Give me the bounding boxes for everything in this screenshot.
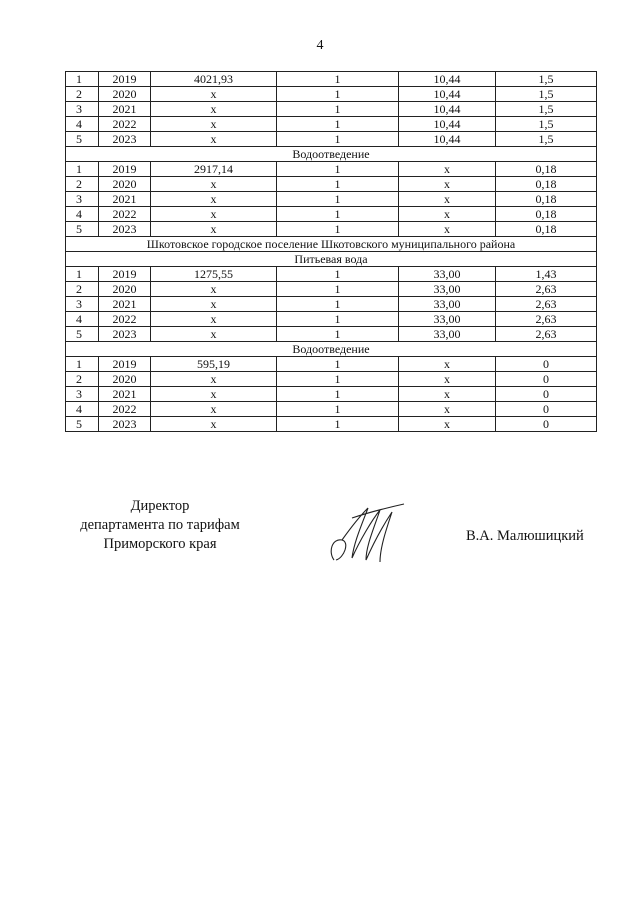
cell-year: 2019 [99,267,151,282]
cell-coef-c: 0,18 [496,222,597,237]
handwritten-signature [322,500,412,570]
cell-coef-a: 1 [277,192,399,207]
cell-coef-a: 1 [277,402,399,417]
cell-row-number: 3 [66,102,99,117]
signatory-title-line2: департамента по тарифам [80,517,240,533]
cell-coef-b: 10,44 [399,117,496,132]
table-row [66,357,597,372]
cell-year: 2023 [99,132,151,147]
cell-coef-a: 1 [277,72,399,87]
cell-coef-b: х [399,402,496,417]
section-header-row [66,147,597,162]
cell-coef-c: 1,5 [496,117,597,132]
cell-value: х [151,207,277,222]
cell-value: 2917,14 [151,162,277,177]
cell-row-number: 5 [66,222,99,237]
cell-coef-b: х [399,372,496,387]
cell-year: 2019 [99,357,151,372]
cell-year: 2021 [99,102,151,117]
cell-value: х [151,102,277,117]
cell-year: 2019 [99,72,151,87]
cell-value: х [151,387,277,402]
cell-row-number: 4 [66,117,99,132]
cell-coef-c: 0,18 [496,207,597,222]
cell-row-number: 3 [66,192,99,207]
cell-coef-b: 33,00 [399,282,496,297]
cell-row-number: 4 [66,207,99,222]
cell-row-number: 3 [66,297,99,312]
table-row [66,327,597,342]
section-title: Питьевая вода [66,252,597,267]
table-row [66,72,597,87]
cell-coef-c: 0 [496,402,597,417]
cell-coef-c: 2,63 [496,282,597,297]
cell-coef-a: 1 [277,162,399,177]
table-row [66,282,597,297]
table-row [66,402,597,417]
cell-coef-a: 1 [277,312,399,327]
cell-year: 2022 [99,402,151,417]
table-row [66,132,597,147]
signatory-title-line3: Приморского края [103,536,217,552]
tariff-table [65,71,597,432]
cell-coef-c: 1,43 [496,267,597,282]
table-row [66,297,597,312]
cell-coef-b: х [399,357,496,372]
cell-value: х [151,312,277,327]
cell-coef-c: 0 [496,417,597,432]
table-row [66,267,597,282]
table-row [66,372,597,387]
section-title: Шкотовское городское поселение Шкотовского муниципального района [66,237,597,252]
cell-value: х [151,117,277,132]
cell-coef-a: 1 [277,87,399,102]
page-number: 4 [316,38,324,53]
cell-value: х [151,402,277,417]
cell-coef-a: 1 [277,327,399,342]
cell-coef-c: 1,5 [496,102,597,117]
cell-row-number: 1 [66,357,99,372]
section-title: Водоотведение [66,342,597,357]
cell-year: 2021 [99,387,151,402]
cell-coef-c: 2,63 [496,327,597,342]
section-header-row [66,252,597,267]
cell-value: х [151,297,277,312]
cell-row-number: 5 [66,132,99,147]
cell-coef-a: 1 [277,372,399,387]
table-row [66,417,597,432]
table-row [66,102,597,117]
cell-coef-a: 1 [277,117,399,132]
cell-year: 2020 [99,87,151,102]
table-row [66,312,597,327]
cell-coef-c: 0,18 [496,192,597,207]
cell-value: х [151,372,277,387]
cell-value: х [151,222,277,237]
cell-row-number: 2 [66,372,99,387]
cell-year: 2022 [99,207,151,222]
cell-row-number: 1 [66,162,99,177]
cell-coef-a: 1 [277,417,399,432]
cell-coef-b: 10,44 [399,132,496,147]
cell-coef-c: 2,63 [496,312,597,327]
cell-coef-c: 2,63 [496,297,597,312]
cell-row-number: 4 [66,402,99,417]
cell-row-number: 2 [66,282,99,297]
table-row [66,207,597,222]
cell-year: 2023 [99,417,151,432]
cell-coef-b: 33,00 [399,267,496,282]
section-title: Водоотведение [66,147,597,162]
cell-year: 2020 [99,177,151,192]
signatory-title-line1: Директор [130,498,190,514]
cell-value: 4021,93 [151,72,277,87]
cell-row-number: 3 [66,387,99,402]
cell-coef-c: 0 [496,357,597,372]
cell-coef-a: 1 [277,207,399,222]
cell-year: 2022 [99,312,151,327]
cell-year: 2023 [99,222,151,237]
cell-coef-b: х [399,177,496,192]
section-header-row [66,237,597,252]
cell-coef-b: х [399,192,496,207]
cell-value: х [151,327,277,342]
cell-coef-a: 1 [277,222,399,237]
cell-coef-a: 1 [277,102,399,117]
cell-row-number: 4 [66,312,99,327]
cell-year: 2020 [99,372,151,387]
cell-coef-c: 0 [496,387,597,402]
cell-row-number: 5 [66,417,99,432]
cell-row-number: 5 [66,327,99,342]
cell-value: х [151,417,277,432]
cell-coef-a: 1 [277,387,399,402]
table-row [66,162,597,177]
cell-coef-b: 33,00 [399,297,496,312]
cell-coef-c: 1,5 [496,132,597,147]
table-row [66,222,597,237]
cell-value: 595,19 [151,357,277,372]
cell-coef-b: 33,00 [399,327,496,342]
cell-row-number: 2 [66,87,99,102]
cell-year: 2021 [99,297,151,312]
cell-row-number: 2 [66,177,99,192]
cell-coef-b: 10,44 [399,72,496,87]
cell-year: 2019 [99,162,151,177]
cell-value: х [151,132,277,147]
tariff-table-body [66,72,597,432]
cell-row-number: 1 [66,72,99,87]
cell-value: х [151,177,277,192]
cell-coef-b: х [399,417,496,432]
cell-coef-c: 0 [496,372,597,387]
cell-coef-a: 1 [277,357,399,372]
cell-coef-a: 1 [277,132,399,147]
cell-year: 2020 [99,282,151,297]
cell-value: х [151,192,277,207]
cell-coef-a: 1 [277,267,399,282]
cell-year: 2021 [99,192,151,207]
cell-coef-b: 10,44 [399,102,496,117]
cell-coef-a: 1 [277,177,399,192]
cell-year: 2023 [99,327,151,342]
cell-coef-c: 1,5 [496,87,597,102]
table-row [66,177,597,192]
cell-year: 2022 [99,117,151,132]
section-header-row [66,342,597,357]
cell-row-number: 1 [66,267,99,282]
cell-coef-a: 1 [277,282,399,297]
cell-coef-b: х [399,162,496,177]
table-row [66,192,597,207]
cell-coef-c: 1,5 [496,72,597,87]
cell-coef-b: х [399,387,496,402]
cell-value: х [151,282,277,297]
cell-coef-b: 33,00 [399,312,496,327]
cell-value: х [151,87,277,102]
cell-coef-b: х [399,222,496,237]
cell-coef-c: 0,18 [496,162,597,177]
signatory-title [60,497,260,554]
signer-name: В.А. Малюшицкий [466,528,584,544]
cell-coef-c: 0,18 [496,177,597,192]
cell-coef-b: 10,44 [399,87,496,102]
cell-coef-a: 1 [277,297,399,312]
table-row [66,387,597,402]
cell-value: 1275,55 [151,267,277,282]
table-row [66,87,597,102]
table-row [66,117,597,132]
cell-coef-b: х [399,207,496,222]
